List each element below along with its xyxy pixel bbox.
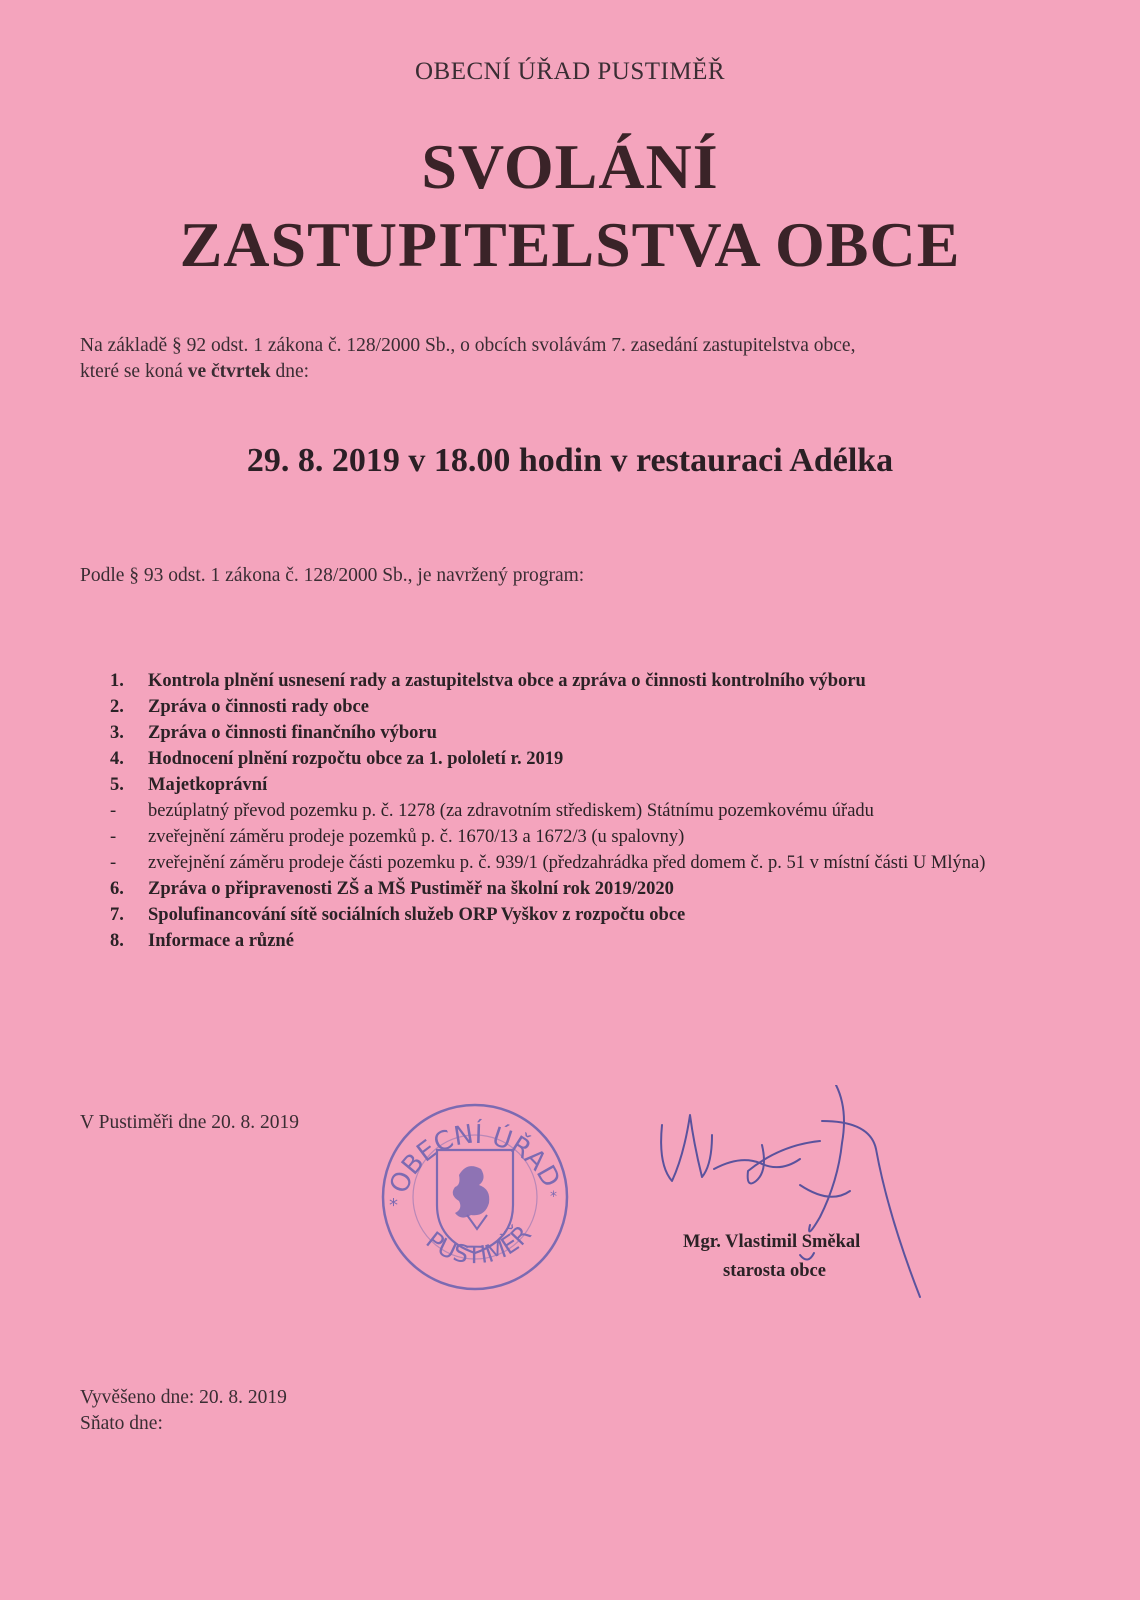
agenda-text: Zpráva o připravenosti ZŠ a MŠ Pustiměř na školní rok 2019/2020 (148, 879, 674, 899)
agenda-item (110, 746, 1030, 772)
agenda-number: 2. (110, 697, 124, 717)
stamp-top-text: OBECNÍ ÚŘAD (384, 1119, 566, 1198)
agenda-text: Spolufinancování sítě sociálních služeb ORP Vyškov z rozpočtu obce (148, 905, 686, 925)
removed-date: Sňato dne: (80, 1413, 163, 1434)
agenda-item (110, 876, 1030, 902)
posting-info (80, 1385, 287, 1437)
posted-date: Vyvěšeno dne: 20. 8. 2019 (80, 1387, 287, 1408)
official-stamp (375, 1095, 575, 1295)
agenda-number: 1. (110, 671, 124, 691)
agenda-text: Zpráva o činnosti rady obce (148, 697, 369, 717)
intro-line-1: Na základě § 92 odst. 1 zákona č. 128/2000 Sb., o obcích svolávám 7. zasedání zastupitelstva obce, (80, 335, 856, 356)
subitem-dash: - (110, 827, 117, 847)
agenda-text: Majetkoprávní (148, 775, 268, 795)
subitem-dash: - (110, 853, 117, 873)
agenda-item (110, 720, 1030, 746)
place-and-date: V Pustiměři dne 20. 8. 2019 (80, 1112, 300, 1133)
agenda-text: Hodnocení plnění rozpočtu obce za 1. pololetí r. 2019 (148, 749, 564, 769)
agenda-subitem (110, 798, 1030, 824)
office-header: OBECNÍ ÚŘAD PUSTIMĚŘ (414, 58, 726, 85)
agenda-item (110, 902, 1030, 928)
signer-role: starosta obce (723, 1261, 826, 1281)
agenda-number: 6. (110, 879, 124, 899)
agenda-number: 8. (110, 931, 124, 951)
agenda-item (110, 668, 1030, 694)
agenda-item (110, 928, 1030, 954)
document-title (0, 128, 1140, 284)
intro-line-2 (80, 359, 1080, 385)
agenda-item (110, 772, 1030, 798)
subitem-text: bezúplatný převod pozemku p. č. 1278 (za zdravotním střediskem) Státnímu pozemkovému úřadu (148, 801, 874, 821)
svg-text:*: * (389, 1195, 398, 1216)
agenda-number: 4. (110, 749, 124, 769)
agenda-text: Informace a různé (148, 931, 294, 951)
agenda-number: 7. (110, 905, 124, 925)
agenda-text: Zpráva o činnosti finančního výboru (148, 723, 437, 743)
signer-block (683, 1228, 860, 1286)
intro-text-end: dne: (270, 361, 310, 382)
intro-text: které se koná (80, 361, 188, 382)
meeting-date-line: 29. 8. 2019 v 18.00 hodin v restauraci Adélka (246, 442, 894, 479)
coat-of-arms-icon (437, 1150, 513, 1253)
agenda-subitem (110, 824, 1030, 850)
title-line-2: ZASTUPITELSTVA OBCE (179, 209, 961, 280)
agenda-number: 5. (110, 775, 124, 795)
agenda-item (110, 694, 1030, 720)
subitem-text: zveřejnění záměru prodeje části pozemku p. č. 939/1 (předzahrádka před domem č. p. 51 v místní části U Mlýna) (148, 853, 986, 873)
signer-name: Mgr. Vlastimil Směkal (683, 1232, 861, 1252)
agenda-subitem (110, 850, 1030, 876)
agenda-text: Kontrola plnění usnesení rady a zastupitelstva obce a zpráva o činnosti kontrolního výboru (148, 671, 866, 691)
intro-day: ve čtvrtek (187, 361, 271, 382)
subitem-text: zveřejnění záměru prodeje pozemků p. č. 1670/13 a 1672/3 (u spalovny) (148, 827, 685, 847)
program-intro: Podle § 93 odst. 1 zákona č. 128/2000 Sb., je navržený program: (80, 565, 585, 586)
agenda-list (110, 668, 1030, 954)
agenda-number: 3. (110, 723, 124, 743)
svg-text:*: * (550, 1189, 557, 1205)
subitem-dash: - (110, 801, 117, 821)
title-line-1: SVOLÁNÍ (421, 131, 719, 202)
stamp-bottom-text: PUSTIMĚŘ (420, 1219, 537, 1270)
intro-paragraph (80, 333, 1080, 385)
